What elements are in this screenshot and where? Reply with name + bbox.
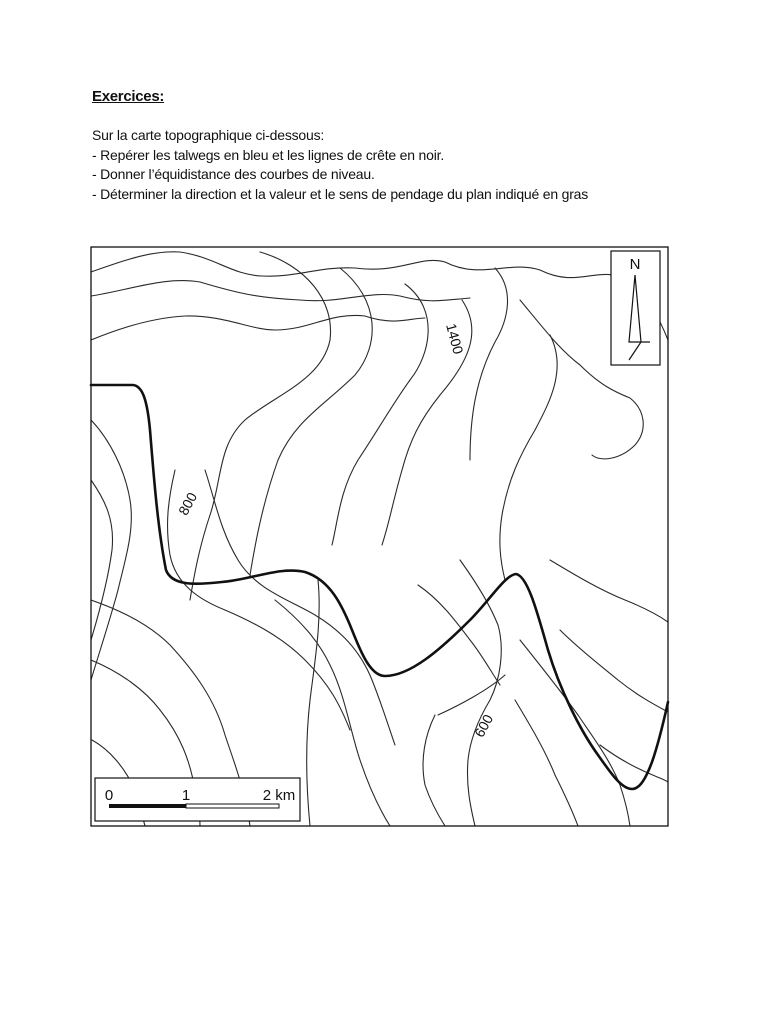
contour-line (332, 284, 428, 545)
contour-line (168, 470, 350, 730)
contour-line (91, 252, 668, 340)
contour-line (423, 715, 445, 826)
scale-segment-filled (109, 804, 186, 808)
contour-label-800: 800 (175, 489, 201, 518)
contour-line (560, 630, 668, 712)
contour-line (520, 640, 630, 826)
instruction-line-talwegs: - Repérer les talwegs en bleu et les lignes de crête en noir. (92, 146, 445, 163)
contour-lines (91, 252, 668, 826)
contour-line (190, 252, 331, 600)
north-label: N (629, 256, 641, 273)
instruction-line-equidistance: - Donner l’équidistance des courbes de niveau. (92, 166, 375, 182)
scale-bar (95, 778, 300, 821)
scale-tick-2: 2 km (262, 787, 296, 804)
contour-line (470, 268, 508, 460)
map-frame (91, 247, 668, 826)
contour-label-600: 600 (471, 711, 497, 740)
scale-segment-empty (186, 804, 279, 808)
contour-line (550, 560, 668, 622)
contour-line (500, 335, 557, 580)
bold-plane-trace (91, 385, 668, 789)
scale-tick-0: 0 (104, 787, 114, 804)
contour-line (91, 420, 131, 680)
scale-tick-1: 1 (181, 787, 191, 804)
contour-line (250, 268, 372, 575)
contour-label-1400: 1400 (443, 321, 467, 356)
exercise-heading: Exercices: (92, 88, 165, 105)
contour-line (438, 675, 505, 715)
north-arrow (611, 251, 660, 365)
contour-line (515, 700, 578, 826)
contour-line (205, 470, 395, 745)
instruction-line-intro: Sur la carte topographique ci-dessous: (92, 127, 325, 143)
contour-line (91, 315, 425, 340)
instruction-line-pendage: - Déterminer la direction et la valeur et le sens de pendage du plan indiqué en gras (92, 185, 589, 202)
contour-line (91, 480, 113, 640)
